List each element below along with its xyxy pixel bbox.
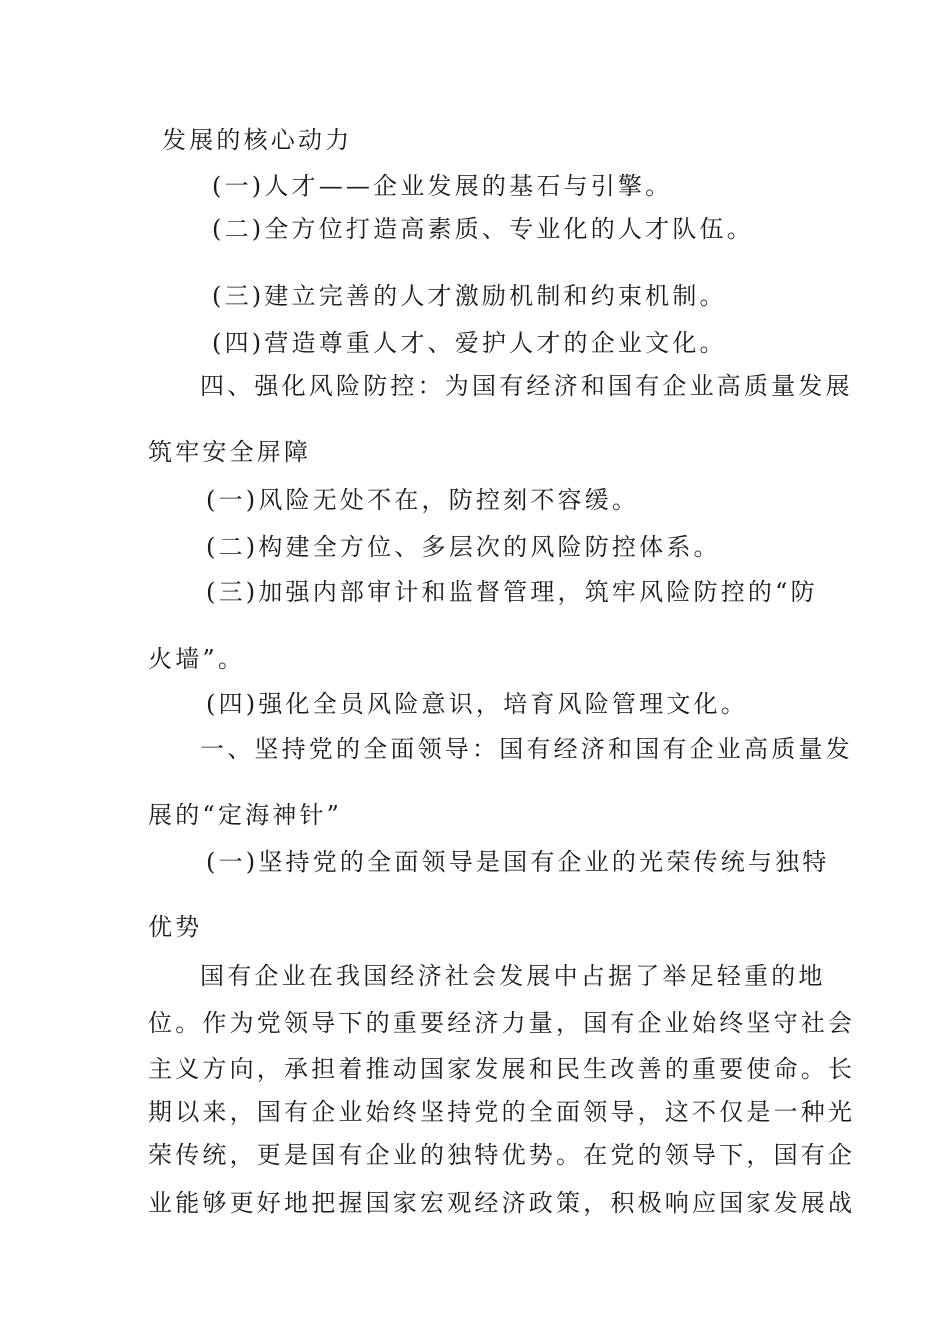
body-paragraph-line-4: 期以来，国有企业始终坚持党的全面领导，这不仅是一种光 (148, 1098, 856, 1126)
subheading-glorious-tradition-cont: 优势 (148, 913, 203, 941)
body-paragraph-line-3: 主义方向，承担着推动国家发展和民生改善的重要使命。长 (148, 1055, 856, 1083)
section-heading-party-leadership: 一、坚持党的全面领导：国有经济和国有企业高质量发 (200, 735, 853, 763)
body-paragraph-line-6: 业能够更好地把握国家宏观经济政策，积极响应国家发展战 (148, 1189, 856, 1217)
body-paragraph-line-2: 位。作为党领导下的重要经济力量，国有企业始终坚守社会 (148, 1009, 856, 1037)
text-line-continuation: 发展的核心动力 (162, 126, 353, 154)
body-paragraph-line-1: 国有企业在我国经济社会发展中占据了举足轻重的地 (200, 962, 826, 990)
subheading-audit-supervision: (三)加强内部审计和监督管理，筑牢风险防控的“防 (206, 578, 818, 606)
subheading-risk-everywhere: (一)风险无处不在，防控刻不容缓。 (206, 486, 640, 514)
subheading-incentive-mechanism: (三)建立完善的人才激励机制和约束机制。 (212, 282, 727, 310)
subheading-talent-team: (二)全方位打造高素质、专业化的人才队伍。 (212, 215, 754, 243)
body-paragraph-line-5: 荣传统，更是国有企业的独特优势。在党的领导下，国有企 (148, 1141, 856, 1169)
subheading-risk-awareness: (四)强化全员风险意识，培育风险管理文化。 (206, 690, 748, 718)
subheading-glorious-tradition: (一)坚持党的全面领导是国有企业的光荣传统与独特 (206, 848, 830, 876)
section-heading-risk-control: 四、强化风险防控：为国有经济和国有企业高质量发展 (200, 372, 853, 400)
section-heading-party-leadership-cont: 展的“定海神针” (148, 801, 343, 829)
subheading-talent-foundation: (一)人才——企业发展的基石与引擎。 (212, 172, 673, 200)
subheading-audit-supervision-cont: 火墙”。 (148, 645, 246, 673)
subheading-talent-culture: (四)营造尊重人才、爱护人才的企业文化。 (212, 329, 727, 357)
section-heading-risk-control-cont: 筑牢安全屏障 (148, 438, 312, 466)
subheading-risk-system: (二)构建全方位、多层次的风险防控体系。 (206, 533, 721, 561)
